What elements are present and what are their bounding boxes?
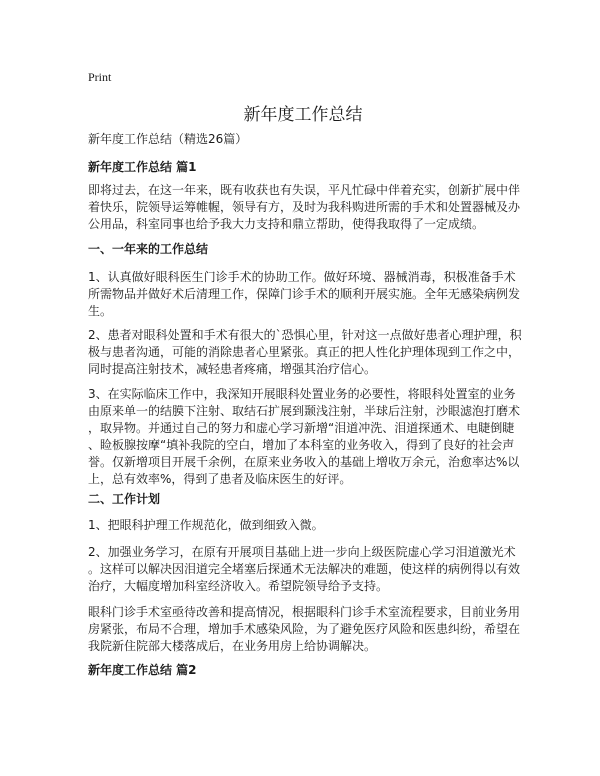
text-line: 公用品，科室同事也给予我大力支持和鼎立帮助，使得我取得了一定成绩。: [88, 217, 485, 231]
text-line: 2、加强业务学习，在原有开展项目基础上进一步向上级医院虚心学习泪道激光术: [88, 545, 516, 559]
section-1-heading: 一、一年来的工作总结: [88, 242, 209, 256]
text-line: 1、认真做好眼科医生门诊手术的协助工作。做好环境、器械消毒，积极准备手术: [88, 270, 516, 284]
text-line: 、睑板腺按摩“填补我院的空白，增加了本科室的业务收入，得到了良好的社会声: [88, 438, 515, 452]
intro-paragraph: [88, 182, 520, 233]
section-2-heading: 二、工作计划: [88, 492, 161, 506]
section-2-item-1: [88, 517, 324, 534]
text-line: 同时提高注射技术，减轻患者疼痛，增强其治疗信心。: [88, 362, 377, 376]
section-2-paragraph-3: [88, 604, 520, 655]
text-line: 3、在实际临床工作中，我深知开展眼科处置业务的必要性，将眼科处置室的业务: [88, 387, 516, 401]
text-line: 我院新住院部大楼落成后，在业务用房上给协调解决。: [88, 639, 377, 653]
text-line: 即将过去，在这一年来，既有收获也有失误，平凡忙碌中伴着充实，创新扩展中伴: [88, 183, 521, 197]
text-line: 2、患者对眼科处置和手术有很大的`恐惧心里，针对这一点做好患者心理护理，积: [88, 328, 522, 342]
subtitle: 新年度工作总结（精选26篇）: [88, 132, 248, 146]
text-line: 1、把眼科护理工作规范化，做到细致入微。: [88, 518, 324, 532]
text-line: 誉。仅新增项目开展千余例，在原来业务收入的基础上增收万余元，治愈率达%以: [88, 455, 520, 469]
text-line: 。这样可以解决因泪道完全堵塞后探通术无法解决的难题，使这样的病例得以有效: [88, 562, 521, 576]
section-1-item-1: [88, 269, 520, 320]
text-line: 眼科门诊手术室亟待改善和提高情况，根据眼科门诊手术室流程要求，目前业务用: [88, 605, 521, 619]
text-line: 极与患者沟通，可能的消除患者心里紧张。真正的把人性化护理体现到工作之中，: [88, 345, 521, 359]
article-2-heading: 新年度工作总结 篇2: [88, 663, 197, 677]
text-line: 上，总有效率%，得到了患者及临床医生的好评。: [88, 472, 352, 486]
text-line: 房紧张，布局不合理，增加手术感染风险，为了避免医疗风险和医患纠纷，希望在: [88, 622, 521, 636]
section-1-item-2: [88, 327, 522, 378]
section-2-item-2: [88, 544, 520, 595]
text-line: 治疗，大幅度增加科室经济收入。希望院领导给予支持。: [88, 579, 389, 593]
article-1-heading: 新年度工作总结 篇1: [88, 160, 197, 174]
text-line: 由原来单一的结膜下注射、取结石扩展到颞浅注射，半球后注射，沙眼滤泡打磨术: [88, 404, 521, 418]
text-line: 生。: [88, 304, 113, 318]
text-line: ，取异物。并通过自己的努力和虚心学习新增“泪道冲洗、泪道探通术、电睫倒睫: [88, 421, 515, 435]
section-1-item-3: [88, 386, 520, 488]
page-title: 新年度工作总结: [243, 105, 363, 125]
print-link[interactable]: Print: [88, 70, 112, 84]
text-line: 着快乐，院领导运筹帷幄，领导有方，及时为我科购进所需的手术和处置器械及办: [88, 200, 521, 214]
text-line: 所需物品并做好术后清理工作，保障门诊手术的顺利开展实施。全年无感染病例发: [88, 287, 521, 301]
